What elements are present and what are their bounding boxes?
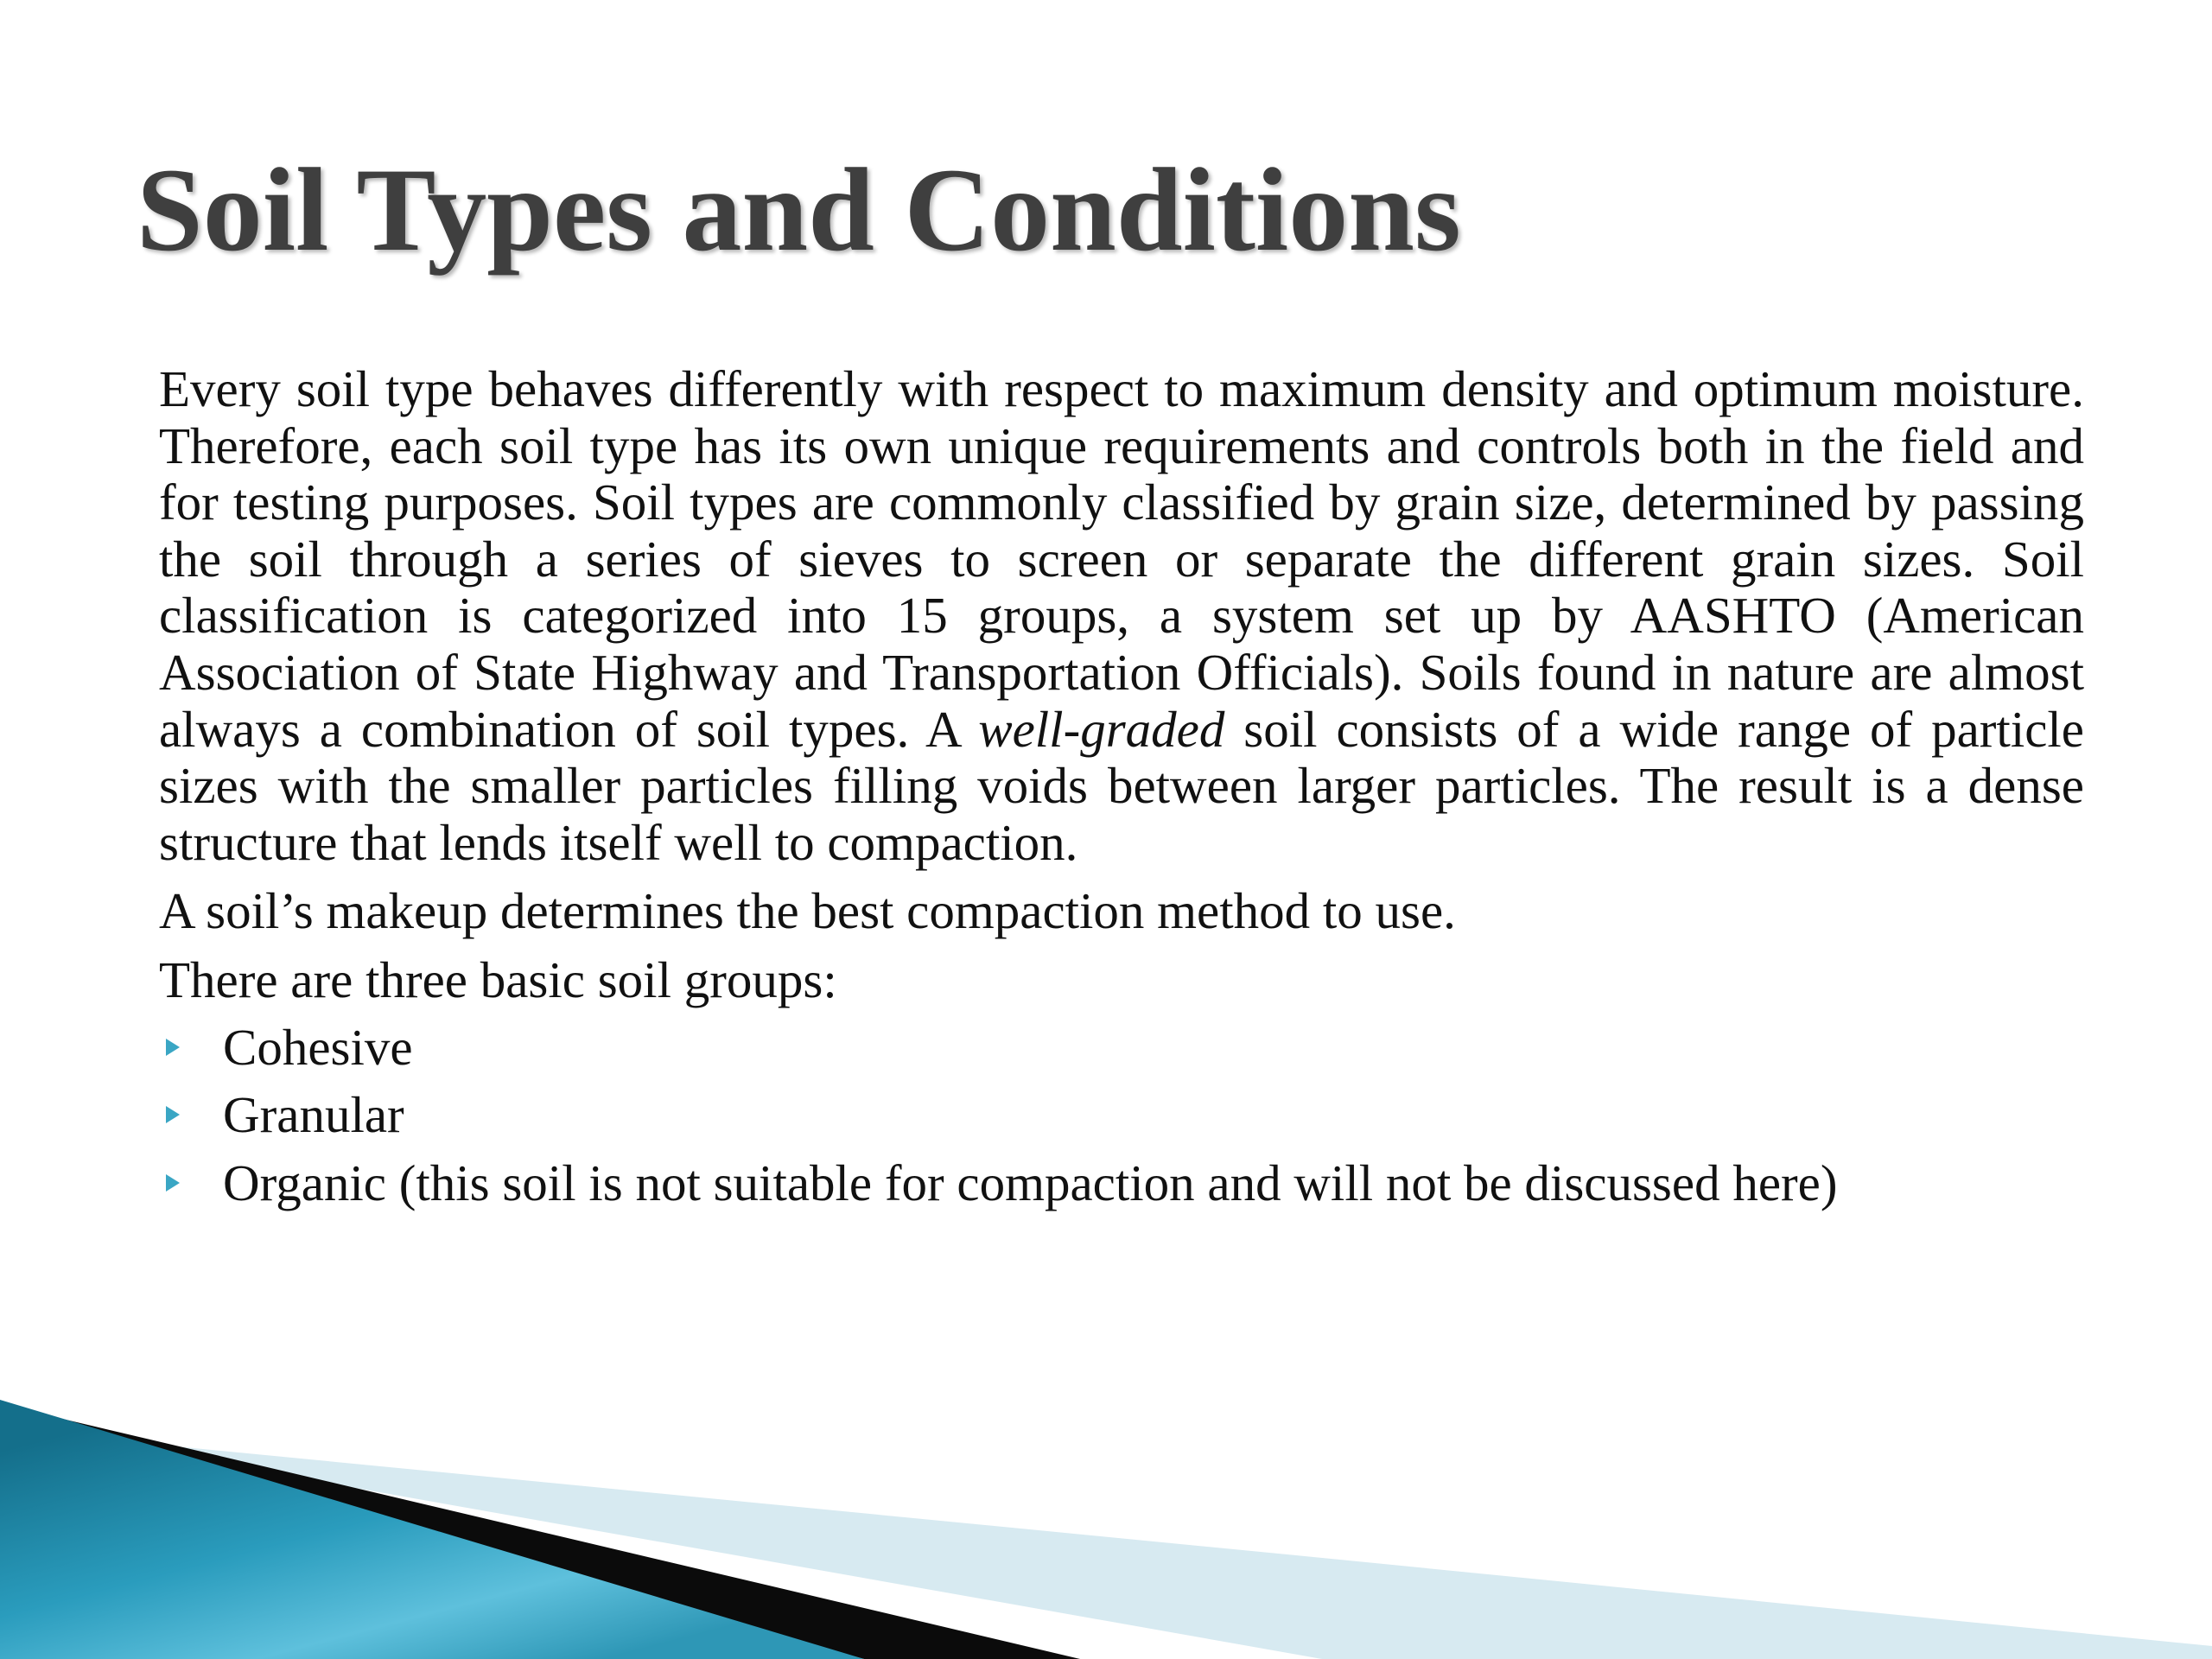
list-item-label: Granular — [223, 1086, 404, 1144]
intro-text-start: Every soil type behaves differently with respect to maximum density and optimum moisture. Therefore, each soil type has its own unique requirements and controls both in the field and for testing purposes. Soil types are commonly classified by grain size, determined by passing the soil through a series of sieves to screen or separate the different grain sizes. Soil classification is categorized into 15 groups, a system set up by AASHTO (American Association of State Highway and Transportation Officials). Soils found in nature are almost always a combination of soil types. A — [159, 360, 2084, 758]
list-item-label: Organic (this soil is not suitable for compaction and will not be discussed here) — [223, 1154, 1838, 1211]
intro-text-end: soil consists of a wide range of particle sizes with the smaller particles filling voids between larger particles. The result is a dense structure that lends itself well to compaction. — [159, 700, 2084, 871]
list-item-label: Cohesive — [223, 1018, 413, 1076]
well-graded-term: well-graded — [978, 700, 1225, 758]
makeup-paragraph: A soil’s makeup determines the best compaction method to use. — [159, 882, 1456, 940]
groups-intro-paragraph: There are three basic soil groups: — [159, 950, 837, 1008]
slide-title: Soil Types and Conditions — [137, 143, 1461, 276]
